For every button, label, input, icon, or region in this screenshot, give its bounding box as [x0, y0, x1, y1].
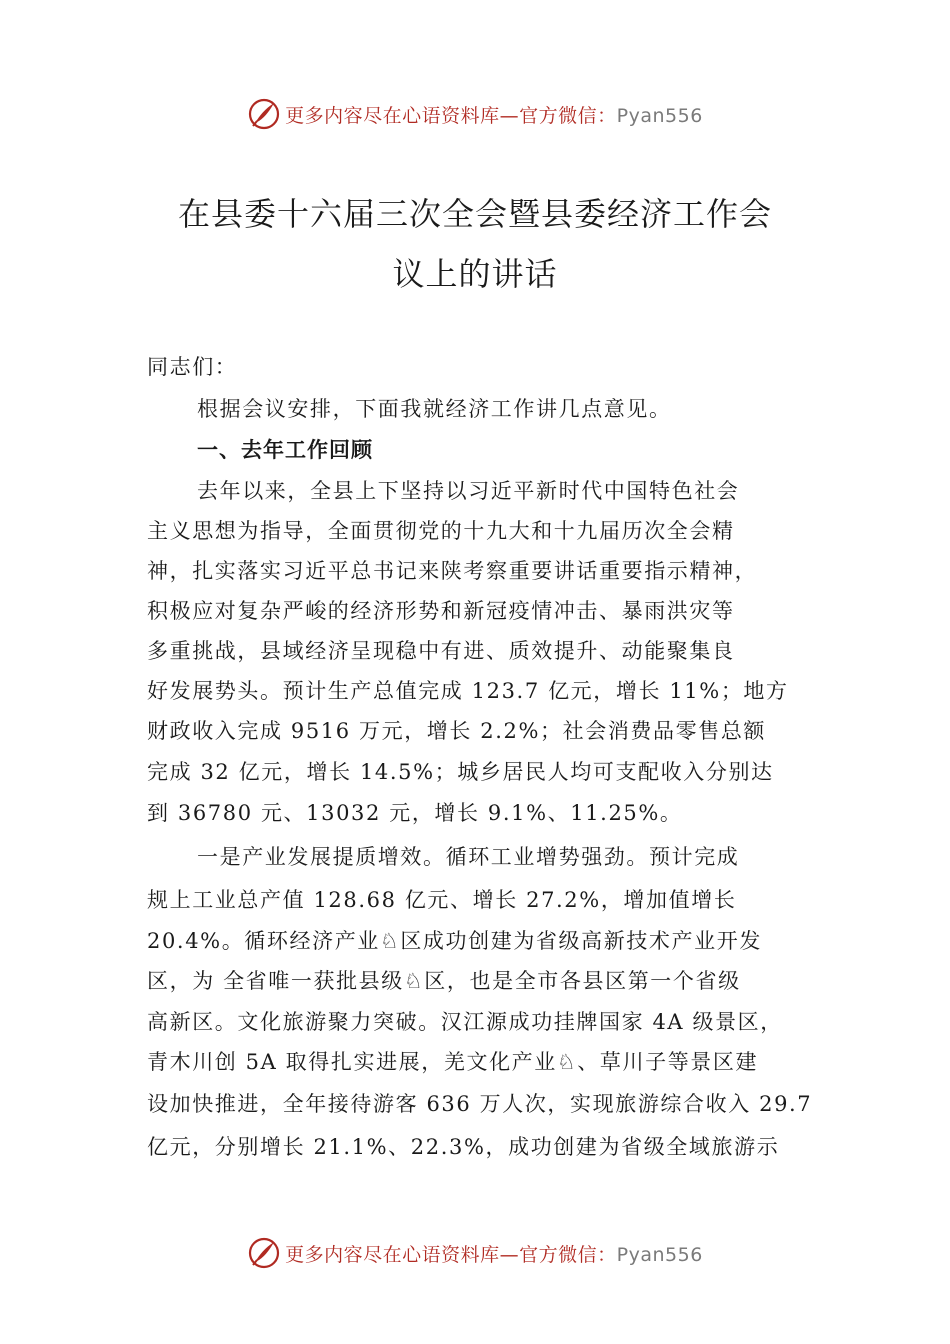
paragraph-line: 规上工业总产值 128.68 亿元、增长 27.2%，增加值增长 — [147, 888, 737, 912]
paragraph-line: 亿元，分别增长 21.1%、22.3%，成功创建为省级全域旅游示 — [147, 1135, 780, 1159]
paragraph-line: 设加快推进，全年接待游客 636 万人次，实现旅游综合收入 29.7 — [147, 1092, 813, 1116]
paragraph-line: 完成 32 亿元，增长 14.5%；城乡居民人均可支配收入分别达 — [147, 760, 774, 784]
header-banner — [0, 94, 950, 134]
quill-logo-icon — [247, 97, 281, 131]
banner-text — [285, 101, 703, 128]
banner-text — [285, 1240, 703, 1267]
paragraph-line: 根据会议安排，下面我就经济工作讲几点意见。 — [197, 397, 672, 421]
paragraph-line: 主义思想为指导，全面贯彻党的十九大和十九届历次全会精 — [147, 519, 735, 543]
paragraph-line: 财政收入完成 9516 万元，增长 2.2%；社会消费品零售总额 — [147, 719, 767, 743]
paragraph-line: 神，扎实落实习近平总书记来陕考察重要讲话重要指示精神， — [147, 559, 758, 583]
footer-banner — [0, 1233, 950, 1273]
paragraph-line: 到 36780 元、13032 元，增长 9.1%、11.25%。 — [147, 801, 683, 825]
banner-wechat-id: Pyan556 — [616, 104, 703, 127]
paragraph-line: 好发展势头。预计生产总值完成 123.7 亿元，增长 11%；地方 — [147, 679, 789, 703]
paragraph-line: 20.4%。循环经济产业♘区成功创建为省级高新技术产业开发 — [147, 929, 762, 953]
salutation: 同志们： — [147, 355, 238, 379]
paragraph-line: 青木川创 5A 取得扎实进展，羌文化产业♘、草川子等景区建 — [147, 1050, 759, 1074]
document-title-line-2: 议上的讲话 — [392, 255, 558, 293]
paragraph-line: 区，为 全省唯一获批县级♘区，也是全市各县区第一个省级 — [147, 969, 741, 993]
quill-logo-icon — [247, 1236, 281, 1270]
paragraph-line: 高新区。文化旅游聚力突破。汉江源成功挂牌国家 4A 级景区， — [147, 1010, 783, 1034]
section-heading: 一、去年工作回顾 — [197, 438, 373, 462]
paragraph-line: 积极应对复杂严峻的经济形势和新冠疫情冲击、暴雨洪灾等 — [147, 599, 735, 623]
paragraph-line: 一是产业发展提质增效。循环工业增势强劲。预计完成 — [197, 845, 740, 869]
banner-wechat-id: Pyan556 — [616, 1243, 703, 1266]
document-title-line-1: 在县委十六届三次全会暨县委经济工作会 — [177, 195, 772, 233]
paragraph-line: 多重挑战，县域经济呈现稳中有进、质效提升、动能聚集良 — [147, 639, 735, 663]
paragraph-line: 去年以来，全县上下坚持以习近平新时代中国特色社会 — [197, 479, 740, 503]
banner-main-text: 更多内容尽在心语资料库—官方微信： — [285, 1243, 617, 1266]
banner-main-text: 更多内容尽在心语资料库—官方微信： — [285, 104, 617, 127]
